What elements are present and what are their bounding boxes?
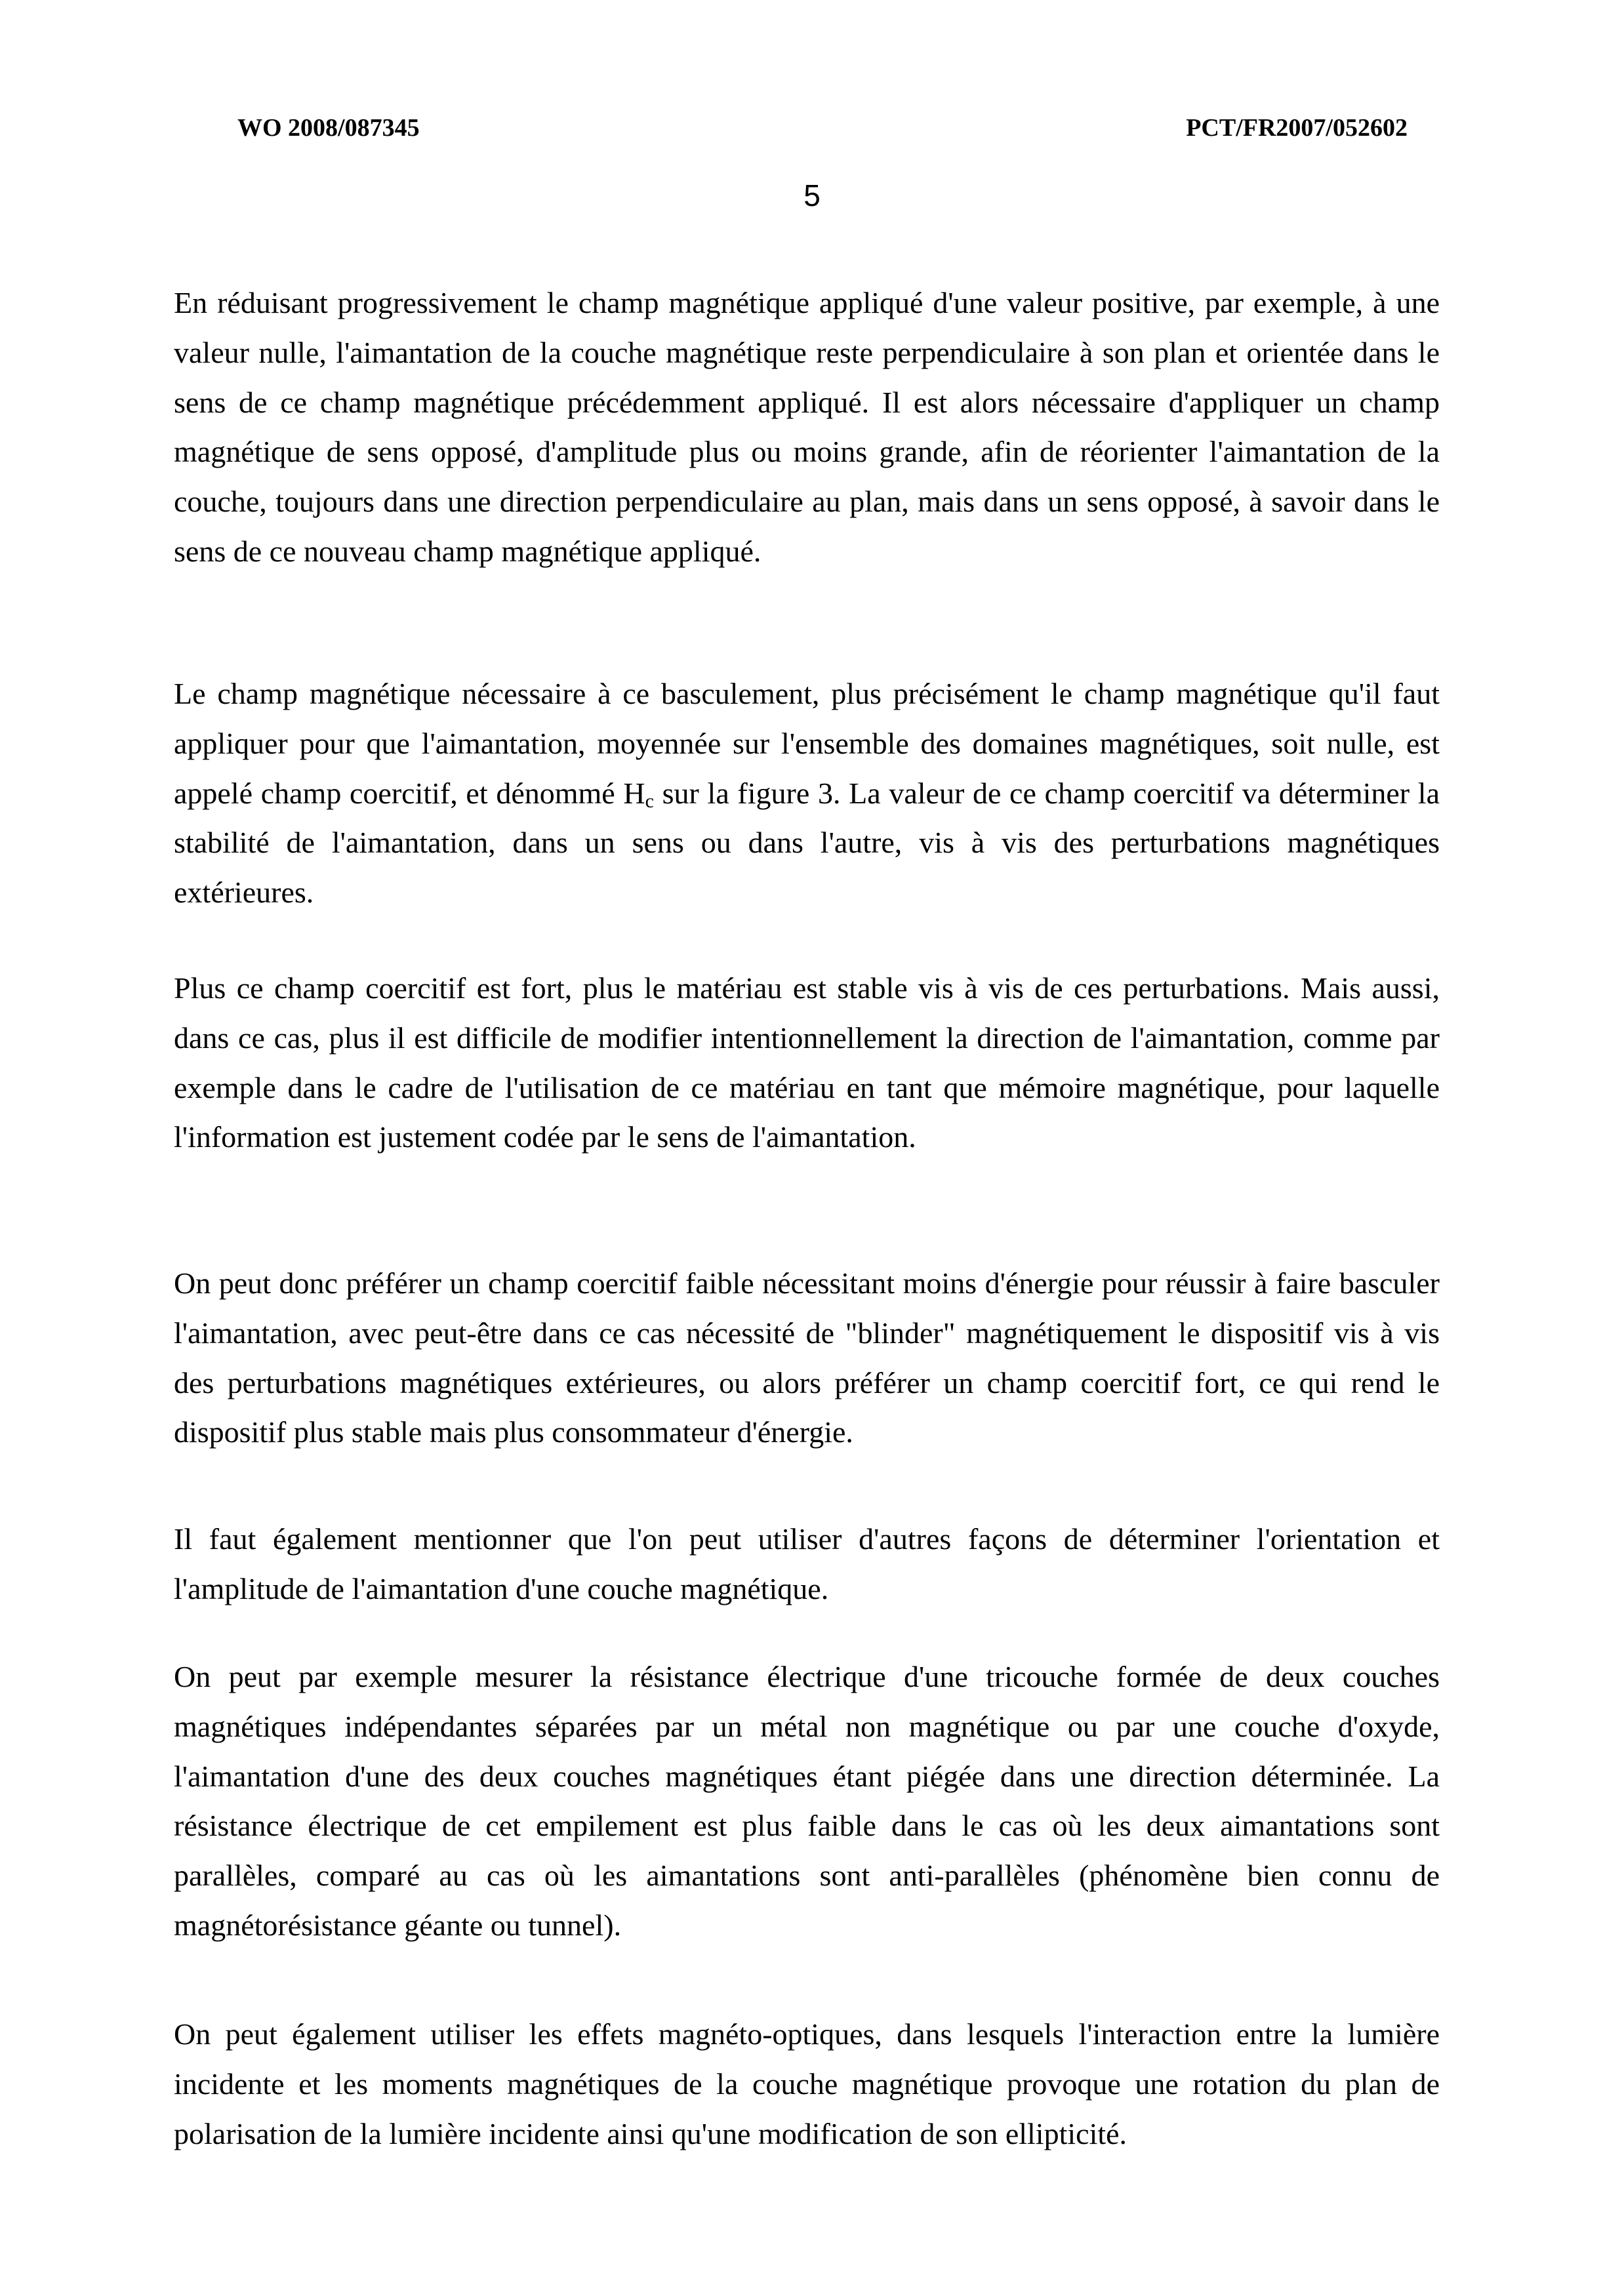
application-number: PCT/FR2007/052602 bbox=[1186, 114, 1408, 142]
publication-number: WO 2008/087345 bbox=[237, 114, 420, 142]
coercive-field-subscript: c bbox=[645, 790, 654, 812]
paragraph-2 bbox=[174, 669, 1440, 917]
paragraph-7: On peut également utiliser les effets magnéto-optiques, dans lesquels l'interaction entre la lumière incidente et les moments magnétiques de la couche magnétique provoque une rotation du plan de polarisation de la lumière incidente ainsi qu'une modification de son ellipticité. bbox=[174, 2017, 1440, 2150]
paragraph-1: En réduisant progressivement le champ magnétique appliqué d'une valeur positive, par exemple, à une valeur nulle, l'aimantation de la couche magnétique reste perpendiculaire à son plan et orientée dans le sens de ce champ magnétique précédemment appliqué. Il est alors nécessaire d'appliquer un champ magnétique de sens opposé, d'amplitude plus ou moins grande, afin de réorienter l'aimantation de la couche, toujours dans une direction perpendiculaire au plan, mais dans un sens opposé, à savoir dans le sens de ce nouveau champ magnétique appliqué. bbox=[174, 286, 1440, 568]
page-number: 5 bbox=[803, 178, 821, 212]
paragraph-3: Plus ce champ coercitif est fort, plus le matériau est stable vis à vis de ces perturbations. Mais aussi, dans ce cas, plus il est difficile de modifier intentionnellement la direction de l'aimantation, comme par exemple dans le cadre de l'utilisation de ce matériau en tant que mémoire magnétique, pour laquelle l'information est justement codée par le sens de l'aimantation. bbox=[174, 971, 1440, 1154]
paragraph-6: On peut par exemple mesurer la résistance électrique d'une tricouche formée de deux couches magnétiques indépendantes séparées par un métal non magnétique ou par une couche d'oxyde, l'aimantation d'une des deux couches magnétiques étant piégée dans une direction déterminée. La résistance électrique de cet empilement est plus faible dans le cas où les deux aimantations sont parallèles, comparé au cas où les aimantations sont anti-parallèles (phénomène bien connu de magnétorésistance géante ou tunnel). bbox=[174, 1660, 1440, 1942]
paragraph-5: Il faut également mentionner que l'on peut utiliser d'autres façons de déterminer l'orientation et l'amplitude de l'aimantation d'une couche magnétique. bbox=[174, 1522, 1440, 1605]
paragraph-2-text-before: Le champ magnétique nécessaire à ce basculement, plus précisément le champ magnétique qu'il faut appliquer pour que l'aimantation, moyennée sur l'ensemble des domaines magnétiques, soit nulle, est appelé champ coercitif, et dénommé H bbox=[174, 677, 1440, 810]
paragraph-2-text-after: sur la figure 3. La valeur de ce champ coercitif va déterminer la stabilité de l'aimantation, dans un sens ou dans l'autre, vis à vis des perturbations magnétiques extérieures. bbox=[174, 776, 1440, 910]
paragraph-4: On peut donc préférer un champ coercitif faible nécessitant moins d'énergie pour réussir à faire basculer l'aimantation, avec peut-être dans ce cas nécessité de "blinder" magnétiquement le dispositif vis à vis des perturbations magnétiques extérieures, ou alors préférer un champ coercitif fort, ce qui rend le dispositif plus stable mais plus consommateur d'énergie. bbox=[174, 1266, 1440, 1449]
